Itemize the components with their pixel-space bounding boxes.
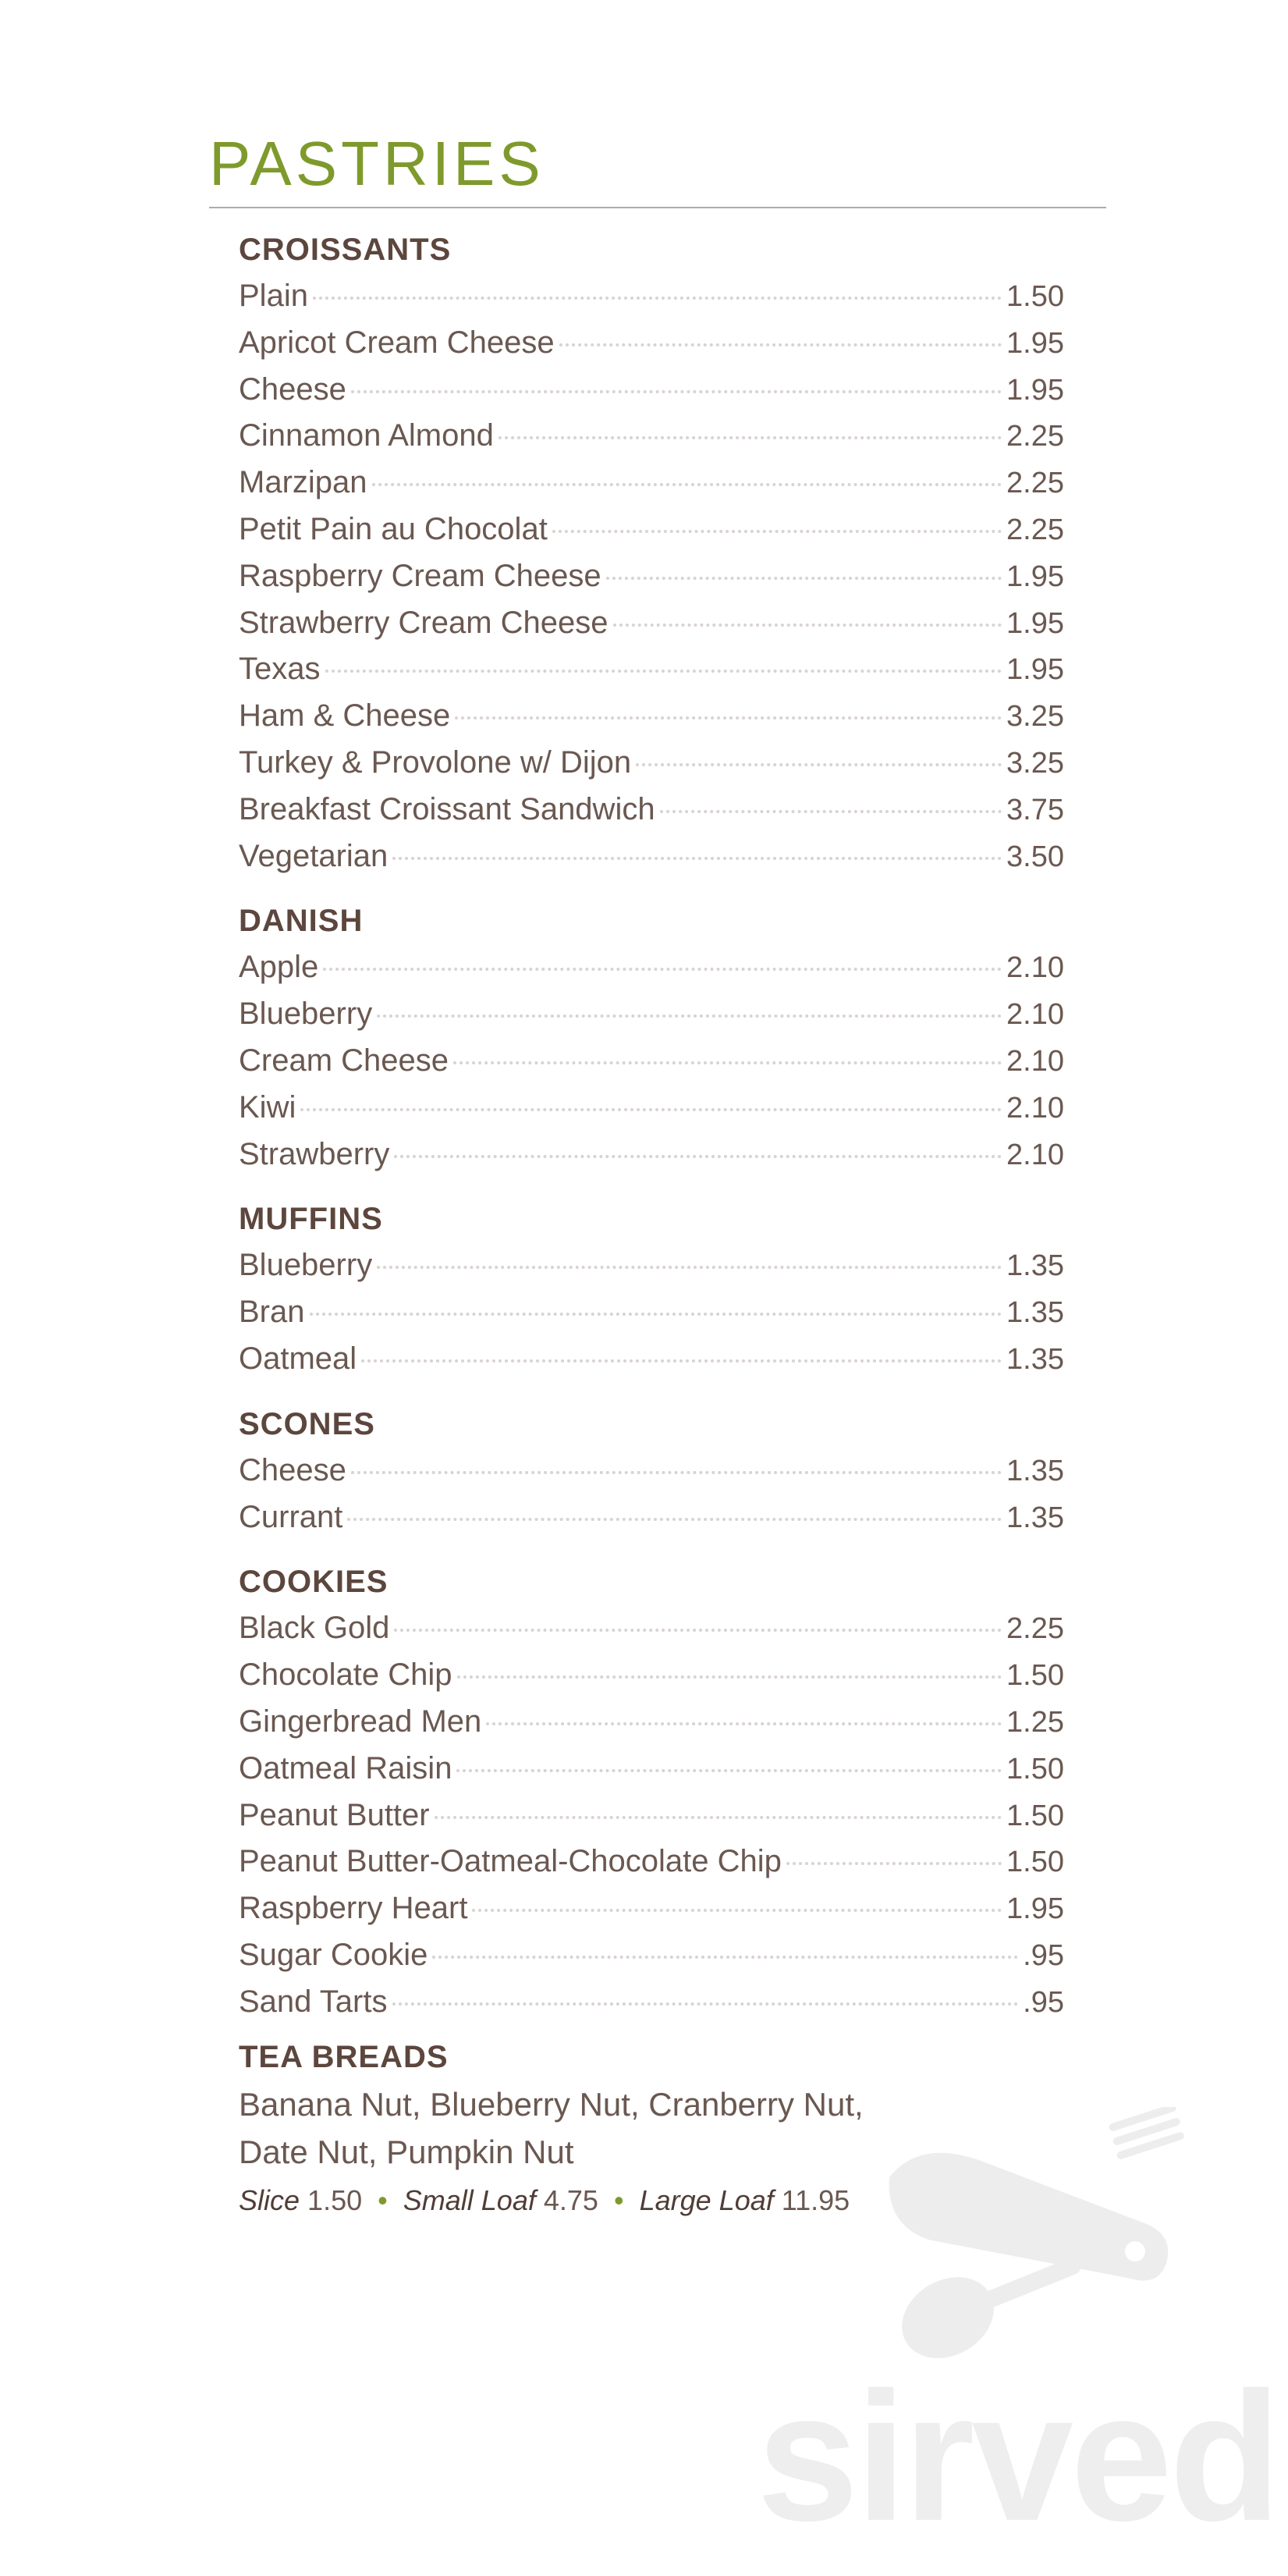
dot-leader — [351, 390, 1002, 393]
item-price: 1.35 — [1006, 1501, 1064, 1534]
dot-leader — [472, 1909, 1002, 1912]
slice-label: Slice — [239, 2183, 300, 2216]
dot-leader — [786, 1862, 1002, 1865]
item-price: 2.10 — [1006, 1044, 1064, 1078]
dot-leader — [313, 297, 1002, 300]
item-price: 1.95 — [1006, 326, 1064, 360]
dot-leader — [377, 1014, 1002, 1018]
item-price: 2.25 — [1006, 513, 1064, 546]
menu-item — [239, 1885, 1064, 1932]
item-name: Turkey & Provolone w/ Dijon — [239, 744, 632, 780]
watermark-logo: sirved — [757, 2354, 1279, 2559]
dot-leader — [351, 1471, 1002, 1474]
item-name: Black Gold — [239, 1611, 390, 1646]
menu-item — [239, 693, 1064, 740]
page-title: PASTRIES — [209, 129, 545, 198]
menu-item — [239, 1979, 1064, 2026]
item-price: 3.75 — [1006, 793, 1064, 826]
dot-leader — [392, 857, 1002, 860]
item-name: Bran — [239, 1295, 305, 1330]
item-name: Vegetarian — [239, 838, 389, 873]
item-price: 1.35 — [1006, 1296, 1064, 1330]
item-price: .95 — [1023, 1985, 1064, 2019]
dot-leader — [456, 1769, 1002, 1772]
item-name: Oatmeal Raisin — [239, 1750, 452, 1785]
dot-leader — [499, 436, 1002, 439]
item-list — [239, 273, 1064, 879]
menu-item — [239, 506, 1064, 553]
menu-item — [239, 1699, 1064, 1746]
item-name: Marzipan — [239, 465, 367, 500]
item-price: 2.25 — [1006, 1612, 1064, 1646]
item-name: Blueberry — [239, 997, 373, 1032]
item-name: Cheese — [239, 371, 346, 407]
dot-leader — [347, 1518, 1002, 1521]
large-loaf-price: 11.95 — [781, 2183, 850, 2216]
section-title: CROISSANTS — [239, 233, 452, 267]
dot-leader — [453, 1061, 1002, 1064]
item-name: Peanut Butter — [239, 1797, 430, 1832]
item-name: Blueberry — [239, 1248, 373, 1283]
menu-item — [239, 1085, 1064, 1132]
dot-leader — [552, 530, 1002, 533]
section-title: DANISH — [239, 904, 364, 939]
item-name: Gingerbread Men — [239, 1704, 482, 1739]
item-price: 2.10 — [1006, 951, 1064, 985]
dot-leader — [394, 1629, 1002, 1632]
section-title: SCONES — [239, 1406, 375, 1441]
dot-leader — [636, 763, 1002, 766]
slice-price: 1.50 — [307, 2183, 363, 2216]
section-title: COOKIES — [239, 1565, 389, 1600]
section-croissants — [239, 226, 1064, 879]
menu-item — [239, 1605, 1064, 1652]
menu-item — [239, 1494, 1064, 1541]
item-price: 1.50 — [1006, 1752, 1064, 1785]
item-list — [239, 1242, 1064, 1382]
item-name: Ham & Cheese — [239, 698, 451, 734]
menu-item — [239, 1242, 1064, 1289]
item-name: Strawberry Cream Cheese — [239, 605, 609, 640]
section-muffins — [239, 1196, 1064, 1382]
item-name: Chocolate Chip — [239, 1658, 452, 1693]
dot-leader — [455, 716, 1002, 720]
menu-body — [239, 226, 1064, 2224]
item-price: 3.25 — [1006, 700, 1064, 734]
dot-leader — [435, 1816, 1002, 1819]
menu-item — [239, 553, 1064, 600]
item-name: Plain — [239, 279, 308, 313]
item-price: 2.10 — [1006, 998, 1064, 1032]
item-name: Petit Pain au Chocolat — [239, 511, 548, 546]
item-price: 1.50 — [1006, 1846, 1064, 1879]
menu-item — [239, 1289, 1064, 1336]
item-name: Cinnamon Almond — [239, 418, 494, 453]
menu-item — [239, 600, 1064, 647]
menu-item — [239, 1336, 1064, 1383]
item-name: Kiwi — [239, 1089, 296, 1125]
item-name: Cream Cheese — [239, 1043, 449, 1078]
section-title: TEA BREADS — [239, 2039, 449, 2074]
utensils-knife-icon — [874, 2107, 1186, 2396]
dot-leader — [300, 1108, 1002, 1111]
small-loaf-price: 4.75 — [543, 2183, 598, 2216]
item-name: Apricot Cream Cheese — [239, 325, 555, 360]
section-cookies — [239, 1558, 1064, 2025]
item-name: Sand Tarts — [239, 1984, 388, 2019]
menu-item — [239, 991, 1064, 1038]
dot-leader — [377, 1266, 1002, 1269]
item-price: 1.35 — [1006, 1454, 1064, 1487]
section-danish — [239, 897, 1064, 1178]
dot-leader — [432, 1956, 1018, 1959]
item-name: Texas — [239, 652, 321, 687]
item-price: 2.25 — [1006, 467, 1064, 500]
menu-item — [239, 1746, 1064, 1793]
menu-item — [239, 1652, 1064, 1699]
dot-leader — [310, 1313, 1002, 1316]
item-name: Strawberry — [239, 1136, 390, 1171]
item-price: 1.95 — [1006, 560, 1064, 593]
large-loaf-label: Large Loaf — [639, 2183, 774, 2216]
menu-item — [239, 460, 1064, 506]
menu-item — [239, 740, 1064, 787]
dot-leader — [394, 1155, 1002, 1158]
title-divider — [209, 207, 1106, 208]
dot-leader — [486, 1722, 1002, 1725]
separator-dot: • — [378, 2183, 388, 2216]
section-scones — [239, 1401, 1064, 1541]
menu-item — [239, 646, 1064, 693]
item-name: Breakfast Croissant Sandwich — [239, 791, 655, 826]
item-price: 1.25 — [1006, 1705, 1064, 1739]
item-price: 1.50 — [1006, 1659, 1064, 1693]
menu-item — [239, 787, 1064, 833]
dot-leader — [559, 343, 1002, 346]
item-price: 1.95 — [1006, 373, 1064, 407]
item-name: Raspberry Cream Cheese — [239, 558, 601, 593]
item-price: 3.50 — [1006, 840, 1064, 873]
item-name: Peanut Butter-Oatmeal-Chocolate Chip — [239, 1844, 782, 1879]
item-name: Raspberry Heart — [239, 1891, 468, 1926]
item-list — [239, 944, 1064, 1178]
item-price: 1.35 — [1006, 1249, 1064, 1283]
dot-leader — [372, 483, 1002, 486]
item-name: Oatmeal — [239, 1341, 357, 1376]
menu-item — [239, 1793, 1064, 1839]
dot-leader — [606, 577, 1002, 580]
item-price: 1.35 — [1006, 1342, 1064, 1376]
item-name: Apple — [239, 950, 319, 985]
item-price: 1.95 — [1006, 1892, 1064, 1926]
menu-item — [239, 1932, 1064, 1979]
item-list — [239, 1605, 1064, 2025]
dot-leader — [613, 624, 1002, 627]
item-price: 3.25 — [1006, 746, 1064, 780]
menu-item — [239, 367, 1064, 414]
separator-dot: • — [613, 2183, 624, 2216]
item-name: Currant — [239, 1499, 343, 1534]
item-price: 1.95 — [1006, 653, 1064, 687]
menu-item — [239, 1448, 1064, 1494]
item-price: 2.10 — [1006, 1138, 1064, 1171]
item-list — [239, 1448, 1064, 1541]
item-price: 1.50 — [1006, 1799, 1064, 1832]
item-price: 1.95 — [1006, 606, 1064, 640]
dot-leader — [323, 968, 1002, 971]
item-price: 2.25 — [1006, 420, 1064, 453]
item-price: 2.10 — [1006, 1091, 1064, 1125]
item-price: .95 — [1023, 1938, 1064, 1972]
menu-item — [239, 1839, 1064, 1885]
dot-leader — [392, 2002, 1019, 2006]
menu-item — [239, 1132, 1064, 1178]
dot-leader — [361, 1359, 1002, 1363]
menu-item — [239, 833, 1064, 880]
menu-item — [239, 273, 1064, 320]
item-price: 1.50 — [1006, 280, 1064, 313]
menu-item — [239, 320, 1064, 367]
section-title: MUFFINS — [239, 1202, 383, 1237]
tea-breads-description: Banana Nut, Blueberry Nut, Cranberry Nut, Date Nut, Pumpkin Nut — [239, 2085, 864, 2170]
menu-item — [239, 944, 1064, 991]
dot-leader — [325, 670, 1002, 673]
menu-item — [239, 413, 1064, 460]
dot-leader — [660, 810, 1002, 813]
dot-leader — [457, 1675, 1002, 1679]
item-name: Cheese — [239, 1452, 346, 1487]
item-name: Sugar Cookie — [239, 1937, 428, 1972]
menu-item — [239, 1038, 1064, 1085]
small-loaf-label: Small Loaf — [403, 2183, 536, 2216]
